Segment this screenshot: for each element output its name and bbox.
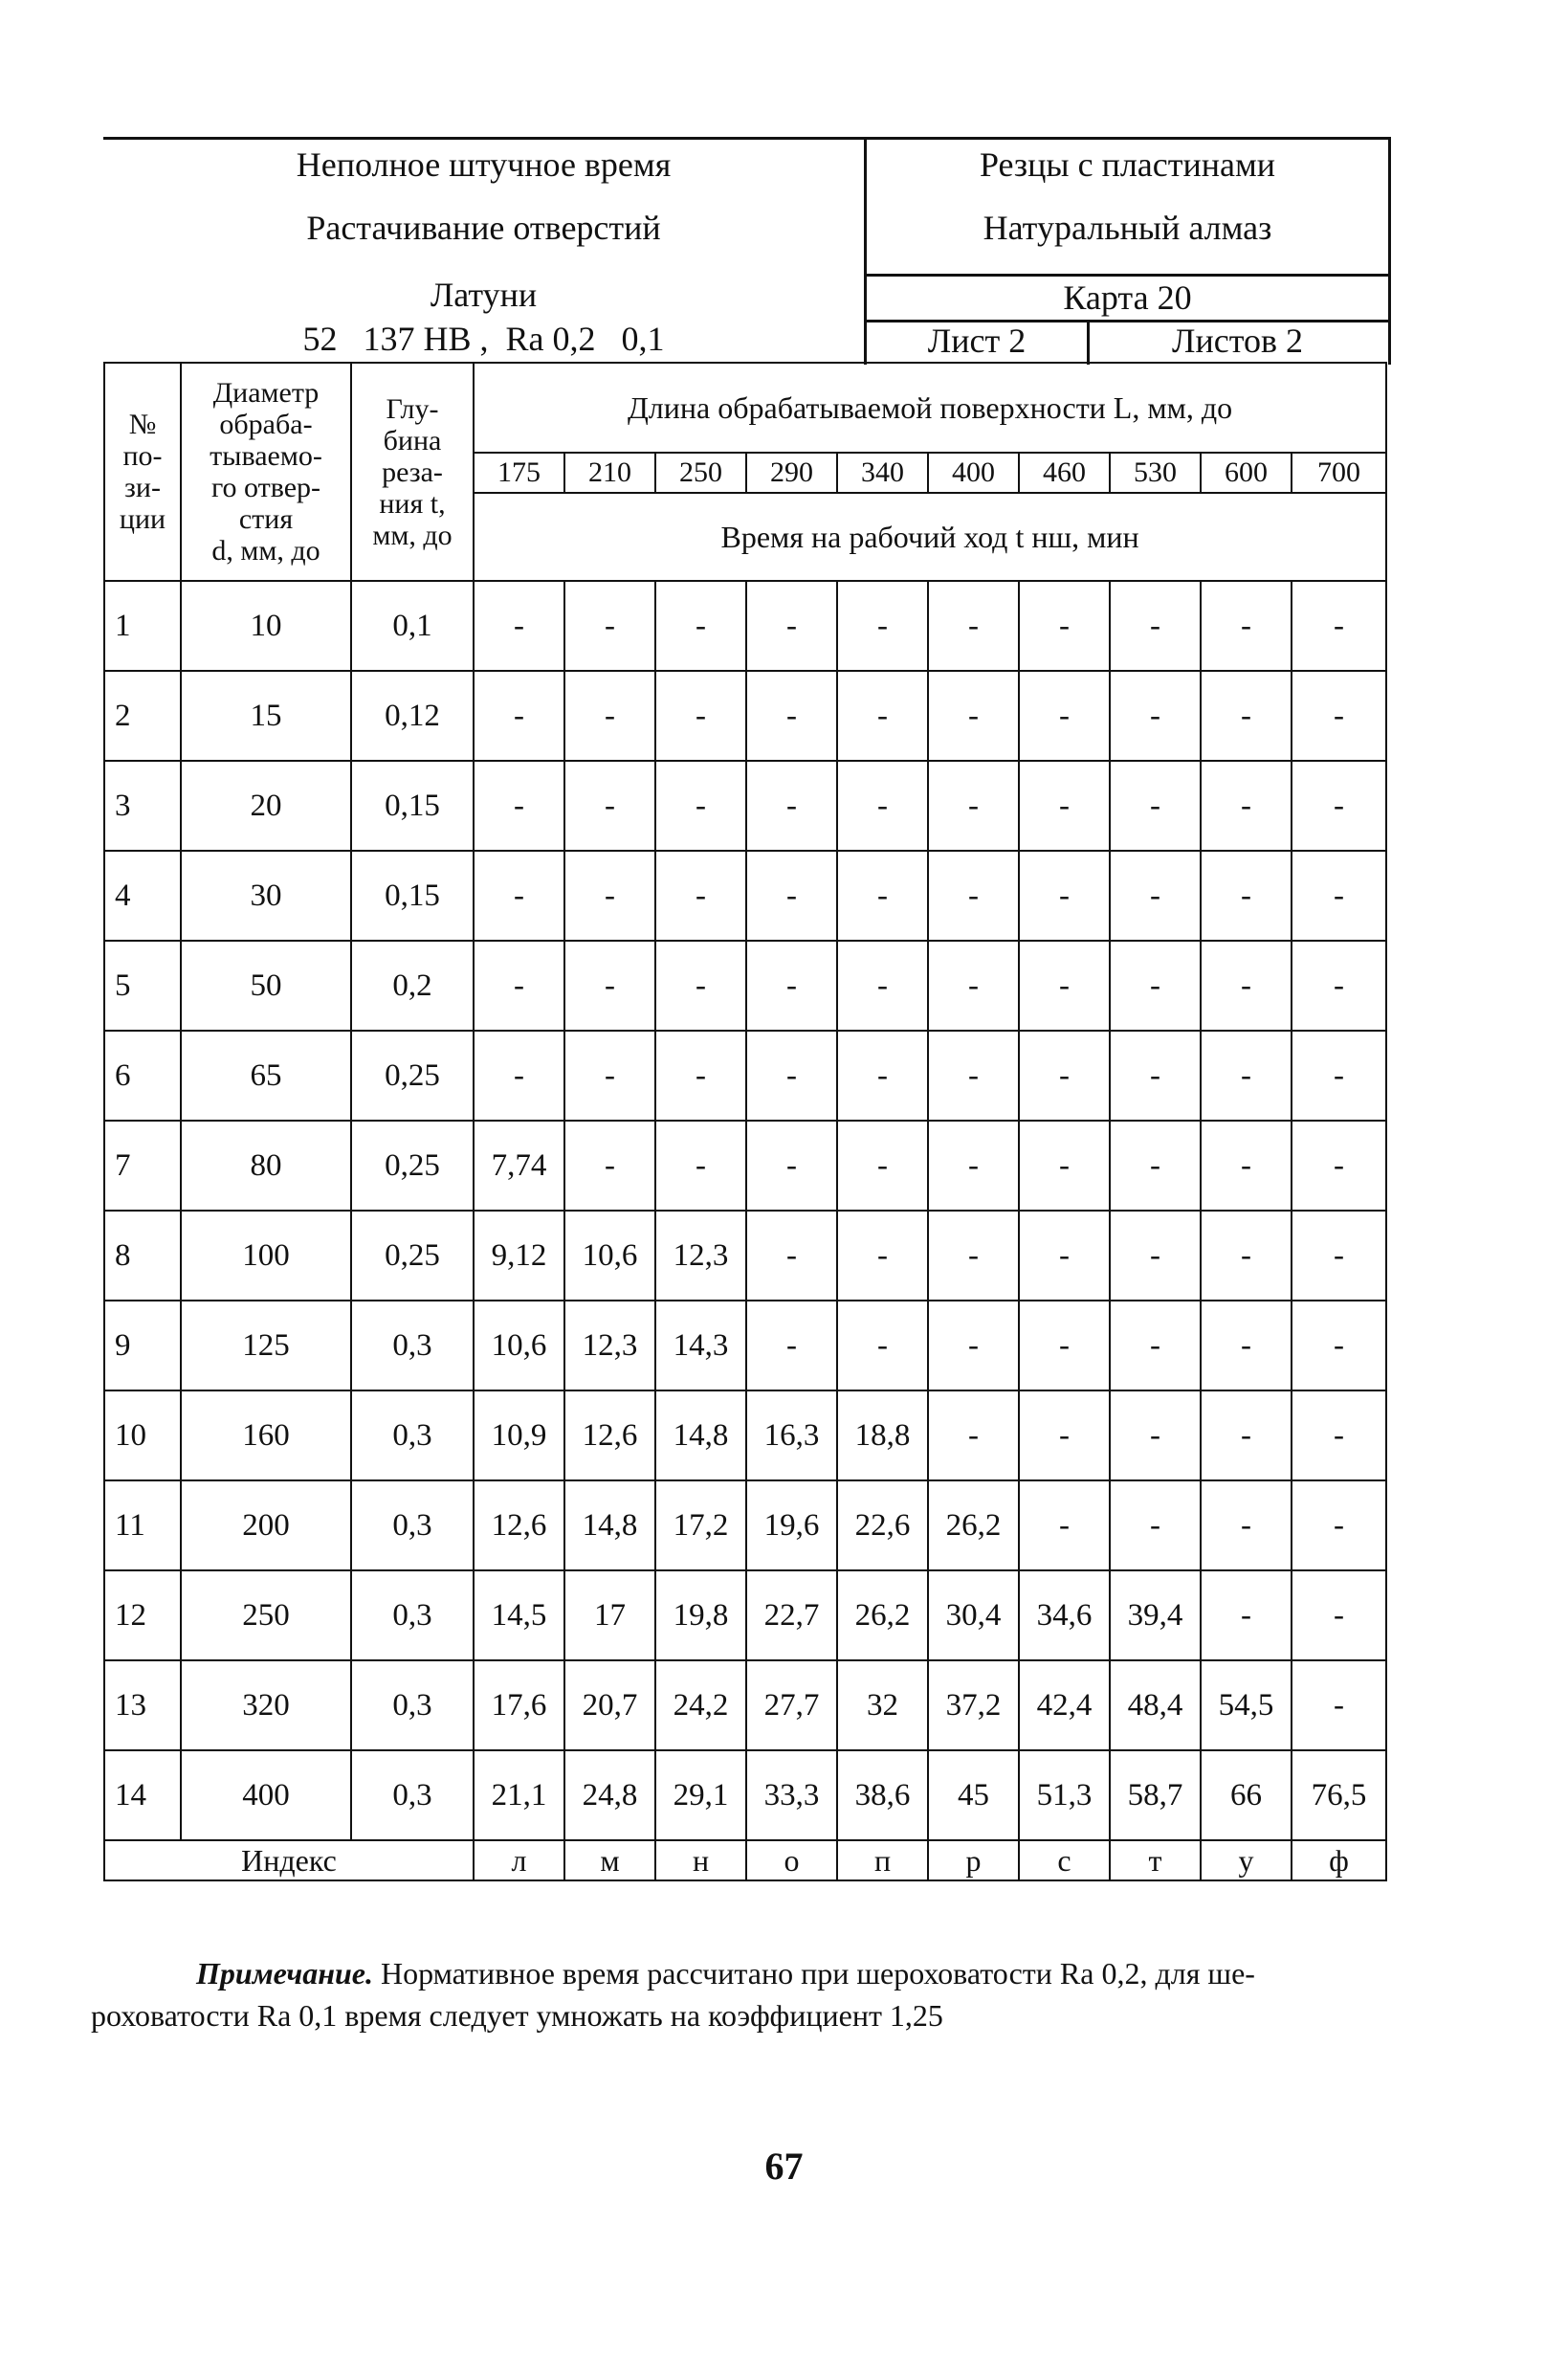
time-cell: 10,6 [564, 1211, 655, 1301]
header-diameter-line: обраба- [219, 409, 313, 440]
time-cell: - [928, 761, 1019, 851]
time-cell: - [655, 581, 746, 671]
time-cell: - [1292, 761, 1386, 851]
time-cell: - [564, 851, 655, 941]
index-cell: л [474, 1840, 564, 1880]
position-cell: 13 [104, 1660, 181, 1750]
position-cell: 10 [104, 1390, 181, 1480]
time-cell: - [655, 761, 746, 851]
time-cell: - [1110, 851, 1201, 941]
time-cell: 19,6 [746, 1480, 837, 1570]
time-cell: - [746, 851, 837, 941]
time-cell: - [1019, 1211, 1110, 1301]
length-header-cell: 290 [746, 453, 837, 493]
time-cell: 27,7 [746, 1660, 837, 1750]
note-label: Примечание. [196, 1956, 373, 1991]
time-cell: - [928, 851, 1019, 941]
table-row [104, 1480, 1386, 1570]
time-cell: - [1201, 1301, 1292, 1390]
time-cell: 45 [928, 1750, 1019, 1840]
diameter-cell: 15 [181, 671, 351, 761]
time-cell: 24,2 [655, 1660, 746, 1750]
time-cell: - [564, 671, 655, 761]
depth-cell: 0,15 [351, 851, 474, 941]
time-cell: - [1019, 581, 1110, 671]
time-cell: - [655, 1121, 746, 1211]
position-cell: 1 [104, 581, 181, 671]
position-cell: 4 [104, 851, 181, 941]
time-cell: - [1292, 1660, 1386, 1750]
header-diameter-line: тываемо- [210, 440, 322, 472]
diameter-cell: 10 [181, 581, 351, 671]
depth-cell: 0,3 [351, 1390, 474, 1480]
length-header-cell: 250 [655, 453, 746, 493]
time-cell: 33,3 [746, 1750, 837, 1840]
length-header-cell: 600 [1201, 453, 1292, 493]
time-cell: - [746, 671, 837, 761]
header-tool-line1: Резцы с пластинами [979, 145, 1276, 184]
depth-cell: 0,3 [351, 1480, 474, 1570]
time-cell: - [1292, 851, 1386, 941]
length-header-cell: 700 [1292, 453, 1386, 493]
header-position-col [104, 363, 181, 581]
time-cell: - [1019, 671, 1110, 761]
time-cell: 26,2 [928, 1480, 1019, 1570]
time-cell: 26,2 [837, 1570, 928, 1660]
time-norms-table [103, 362, 1387, 1881]
diameter-cell: 20 [181, 761, 351, 851]
time-cell: 42,4 [1019, 1660, 1110, 1750]
time-cell: 37,2 [928, 1660, 1019, 1750]
time-cell: - [1110, 941, 1201, 1031]
time-cell: - [746, 1211, 837, 1301]
index-cell: у [1201, 1840, 1292, 1880]
time-cell: - [928, 941, 1019, 1031]
time-cell: - [1201, 1121, 1292, 1211]
time-cell: - [1019, 1301, 1110, 1390]
diameter-cell: 30 [181, 851, 351, 941]
diameter-cell: 400 [181, 1750, 351, 1840]
time-cell: - [1292, 1480, 1386, 1570]
time-cell: - [474, 1031, 564, 1121]
time-cell: - [564, 761, 655, 851]
time-cell: - [837, 1121, 928, 1211]
time-cell: - [1019, 761, 1110, 851]
header-card-number: Карта 20 [1063, 278, 1192, 317]
time-cell: 17,6 [474, 1660, 564, 1750]
time-cell: 22,7 [746, 1570, 837, 1660]
depth-cell: 0,1 [351, 581, 474, 671]
position-cell: 7 [104, 1121, 181, 1211]
time-cell: 58,7 [1110, 1750, 1201, 1840]
time-cell: 38,6 [837, 1750, 928, 1840]
time-cell: - [474, 581, 564, 671]
length-header-cell: 175 [474, 453, 564, 493]
index-cell: п [837, 1840, 928, 1880]
time-cell: - [1019, 1480, 1110, 1570]
time-cell: 17,2 [655, 1480, 746, 1570]
time-cell: 14,3 [655, 1301, 746, 1390]
time-cell: - [837, 1211, 928, 1301]
time-cell: - [1201, 1031, 1292, 1121]
time-cell: 48,4 [1110, 1660, 1201, 1750]
time-cell: 21,1 [474, 1750, 564, 1840]
time-cell: - [837, 671, 928, 761]
header-sheet: Лист 2 [927, 322, 1027, 360]
table-row [104, 581, 1386, 671]
index-cell: с [1019, 1840, 1110, 1880]
table-row [104, 1660, 1386, 1750]
depth-cell: 0,25 [351, 1121, 474, 1211]
time-cell: - [1201, 581, 1292, 671]
time-cell: - [1292, 1570, 1386, 1660]
header-depth-col [351, 363, 474, 581]
table-row [104, 1750, 1386, 1840]
header-depth-line: ния t, [379, 487, 446, 520]
time-cell: - [1292, 1031, 1386, 1121]
time-cell: - [837, 941, 928, 1031]
depth-cell: 0,15 [351, 761, 474, 851]
index-cell: ф [1292, 1840, 1386, 1880]
time-cell: - [928, 1121, 1019, 1211]
length-header-cell: 400 [928, 453, 1019, 493]
time-cell: 66 [1201, 1750, 1292, 1840]
time-cell: 17 [564, 1570, 655, 1660]
time-cell: - [1110, 581, 1201, 671]
time-cell: 12,6 [564, 1390, 655, 1480]
depth-cell: 0,25 [351, 1211, 474, 1301]
time-cell: - [1292, 581, 1386, 671]
table-row [104, 671, 1386, 761]
time-cell: - [1292, 941, 1386, 1031]
index-cell: м [564, 1840, 655, 1880]
time-cell: - [1110, 1211, 1201, 1301]
position-cell: 5 [104, 941, 181, 1031]
time-cell: - [474, 851, 564, 941]
time-cell: - [1292, 1211, 1386, 1301]
time-cell: - [746, 1121, 837, 1211]
header-title-line2: Растачивание отверстий [306, 209, 661, 247]
time-cell: - [1201, 1211, 1292, 1301]
time-cell: 20,7 [564, 1660, 655, 1750]
index-cell: о [746, 1840, 837, 1880]
time-cell: - [837, 761, 928, 851]
depth-cell: 0,3 [351, 1301, 474, 1390]
diameter-cell: 65 [181, 1031, 351, 1121]
time-cell: - [837, 1031, 928, 1121]
diameter-cell: 200 [181, 1480, 351, 1570]
table-row [104, 941, 1386, 1031]
position-cell: 9 [104, 1301, 181, 1390]
diameter-cell: 160 [181, 1390, 351, 1480]
diameter-cell: 125 [181, 1301, 351, 1390]
time-cell: - [474, 941, 564, 1031]
time-cell: - [564, 581, 655, 671]
depth-cell: 0,3 [351, 1750, 474, 1840]
table-row [104, 1301, 1386, 1390]
header-spec-line: 52 137 НВ , Ra 0,2 0,1 [302, 320, 665, 358]
time-cell: 14,5 [474, 1570, 564, 1660]
time-cell: 7,74 [474, 1121, 564, 1211]
time-cell: - [1292, 1390, 1386, 1480]
time-cell: 34,6 [1019, 1570, 1110, 1660]
note-text-line2: роховатости Ra 0,1 время следует умножать на коэффициент 1,25 [91, 1998, 943, 2033]
time-cell: - [928, 1031, 1019, 1121]
header-tool-line2: Натуральный алмаз [983, 209, 1272, 247]
position-cell: 6 [104, 1031, 181, 1121]
time-cell: 12,6 [474, 1480, 564, 1570]
time-cell: - [1292, 1121, 1386, 1211]
depth-cell: 0,3 [351, 1570, 474, 1660]
header-left-panel [103, 137, 864, 365]
time-cell: - [1201, 941, 1292, 1031]
time-cell: 12,3 [564, 1301, 655, 1390]
time-cell: - [1110, 1301, 1201, 1390]
time-cell: 12,3 [655, 1211, 746, 1301]
position-cell: 8 [104, 1211, 181, 1301]
time-cell: - [1110, 1031, 1201, 1121]
time-cell: - [655, 1031, 746, 1121]
depth-cell: 0,3 [351, 1660, 474, 1750]
time-cell: 19,8 [655, 1570, 746, 1660]
time-cell: - [1019, 941, 1110, 1031]
header-position-line: зи- [124, 472, 161, 503]
header-title-line1: Неполное штучное время [296, 145, 672, 184]
time-cell: - [928, 581, 1019, 671]
time-cell: - [1292, 1301, 1386, 1390]
index-label: Индекс [104, 1840, 474, 1880]
time-cell: - [837, 1301, 928, 1390]
time-cell: 39,4 [1110, 1570, 1201, 1660]
index-cell: р [928, 1840, 1019, 1880]
time-cell: - [1019, 851, 1110, 941]
time-cell: 16,3 [746, 1390, 837, 1480]
header-position-line: ции [119, 503, 166, 535]
header-diameter-line: d, мм, до [211, 535, 320, 567]
header-position-line: по- [122, 440, 163, 472]
header-depth-line: мм, до [372, 519, 453, 551]
header-time-title: Время на рабочий ход t нш, мин [474, 493, 1386, 581]
time-cell: 54,5 [1201, 1660, 1292, 1750]
position-cell: 14 [104, 1750, 181, 1840]
table-row [104, 1211, 1386, 1301]
time-cell: - [655, 941, 746, 1031]
depth-cell: 0,25 [351, 1031, 474, 1121]
position-cell: 3 [104, 761, 181, 851]
time-cell: - [1019, 1390, 1110, 1480]
time-cell: - [837, 581, 928, 671]
depth-cell: 0,2 [351, 941, 474, 1031]
position-cell: 2 [104, 671, 181, 761]
time-cell: - [1110, 671, 1201, 761]
time-cell: - [1201, 1570, 1292, 1660]
time-cell: - [655, 851, 746, 941]
index-cell: т [1110, 1840, 1201, 1880]
card-header [103, 137, 1385, 362]
header-sheets-total: Листов 2 [1172, 322, 1303, 360]
diameter-cell: 100 [181, 1211, 351, 1301]
note-text-line1: Нормативное время рассчитано при шероховатости Ra 0,2, для ше- [380, 1956, 1255, 1991]
time-cell: 14,8 [655, 1390, 746, 1480]
header-diameter-line: го отвер- [210, 472, 321, 503]
time-cell: 24,8 [564, 1750, 655, 1840]
index-cell: н [655, 1840, 746, 1880]
diameter-cell: 320 [181, 1660, 351, 1750]
time-cell: - [655, 671, 746, 761]
header-diameter-line: стия [238, 503, 294, 535]
header-depth-line: Глу- [386, 392, 439, 425]
time-cell: - [928, 1211, 1019, 1301]
time-cell: 14,8 [564, 1480, 655, 1570]
time-cell: - [1110, 1480, 1201, 1570]
time-cell: 76,5 [1292, 1750, 1386, 1840]
header-right-panel [864, 137, 1391, 365]
time-cell: - [1201, 1480, 1292, 1570]
time-cell: - [837, 851, 928, 941]
header-length-title: Длина обрабатываемой поверхности L, мм, до [474, 363, 1386, 453]
time-cell: - [928, 1301, 1019, 1390]
time-cell: - [746, 1301, 837, 1390]
time-cell: - [746, 1031, 837, 1121]
time-cell: 10,6 [474, 1301, 564, 1390]
time-cell: - [1019, 1121, 1110, 1211]
header-diameter-line: Диаметр [212, 377, 320, 409]
time-cell: - [474, 671, 564, 761]
time-cell: - [746, 581, 837, 671]
time-cell: 22,6 [837, 1480, 928, 1570]
time-cell: - [1110, 1390, 1201, 1480]
note-block [91, 1952, 1382, 2036]
time-cell: - [1110, 761, 1201, 851]
time-cell: - [928, 1390, 1019, 1480]
time-cell: 51,3 [1019, 1750, 1110, 1840]
header-material: Латуни [430, 276, 538, 314]
time-cell: 9,12 [474, 1211, 564, 1301]
table-row [104, 1121, 1386, 1211]
time-cell: - [1201, 1390, 1292, 1480]
length-header-cell: 530 [1110, 453, 1201, 493]
time-cell: - [474, 761, 564, 851]
time-cell: - [1019, 1031, 1110, 1121]
time-cell: 10,9 [474, 1390, 564, 1480]
time-cell: - [928, 671, 1019, 761]
time-cell: 29,1 [655, 1750, 746, 1840]
header-depth-line: бина [383, 424, 442, 456]
page-number: 67 [764, 2145, 804, 2188]
length-header-cell: 460 [1019, 453, 1110, 493]
depth-cell: 0,12 [351, 671, 474, 761]
time-cell: - [564, 1031, 655, 1121]
time-cell: - [1292, 671, 1386, 761]
table-row [104, 1570, 1386, 1660]
time-cell: - [746, 941, 837, 1031]
time-cell: - [746, 761, 837, 851]
diameter-cell: 50 [181, 941, 351, 1031]
time-cell: - [1201, 761, 1292, 851]
header-diameter-col [181, 363, 351, 581]
table-row [104, 1390, 1386, 1480]
table-row [104, 851, 1386, 941]
time-cell: - [1110, 1121, 1201, 1211]
position-cell: 11 [104, 1480, 181, 1570]
table-row [104, 761, 1386, 851]
header-position-line: № [128, 409, 157, 440]
time-cell: - [1201, 851, 1292, 941]
time-cell: - [564, 1121, 655, 1211]
length-header-cell: 210 [564, 453, 655, 493]
diameter-cell: 80 [181, 1121, 351, 1211]
header-depth-line: реза- [382, 456, 443, 488]
time-cell: - [1201, 671, 1292, 761]
diameter-cell: 250 [181, 1570, 351, 1660]
table-row [104, 1031, 1386, 1121]
position-cell: 12 [104, 1570, 181, 1660]
time-cell: 32 [837, 1660, 928, 1750]
time-cell: 18,8 [837, 1390, 928, 1480]
time-cell: - [564, 941, 655, 1031]
length-header-cell: 340 [837, 453, 928, 493]
time-cell: 30,4 [928, 1570, 1019, 1660]
